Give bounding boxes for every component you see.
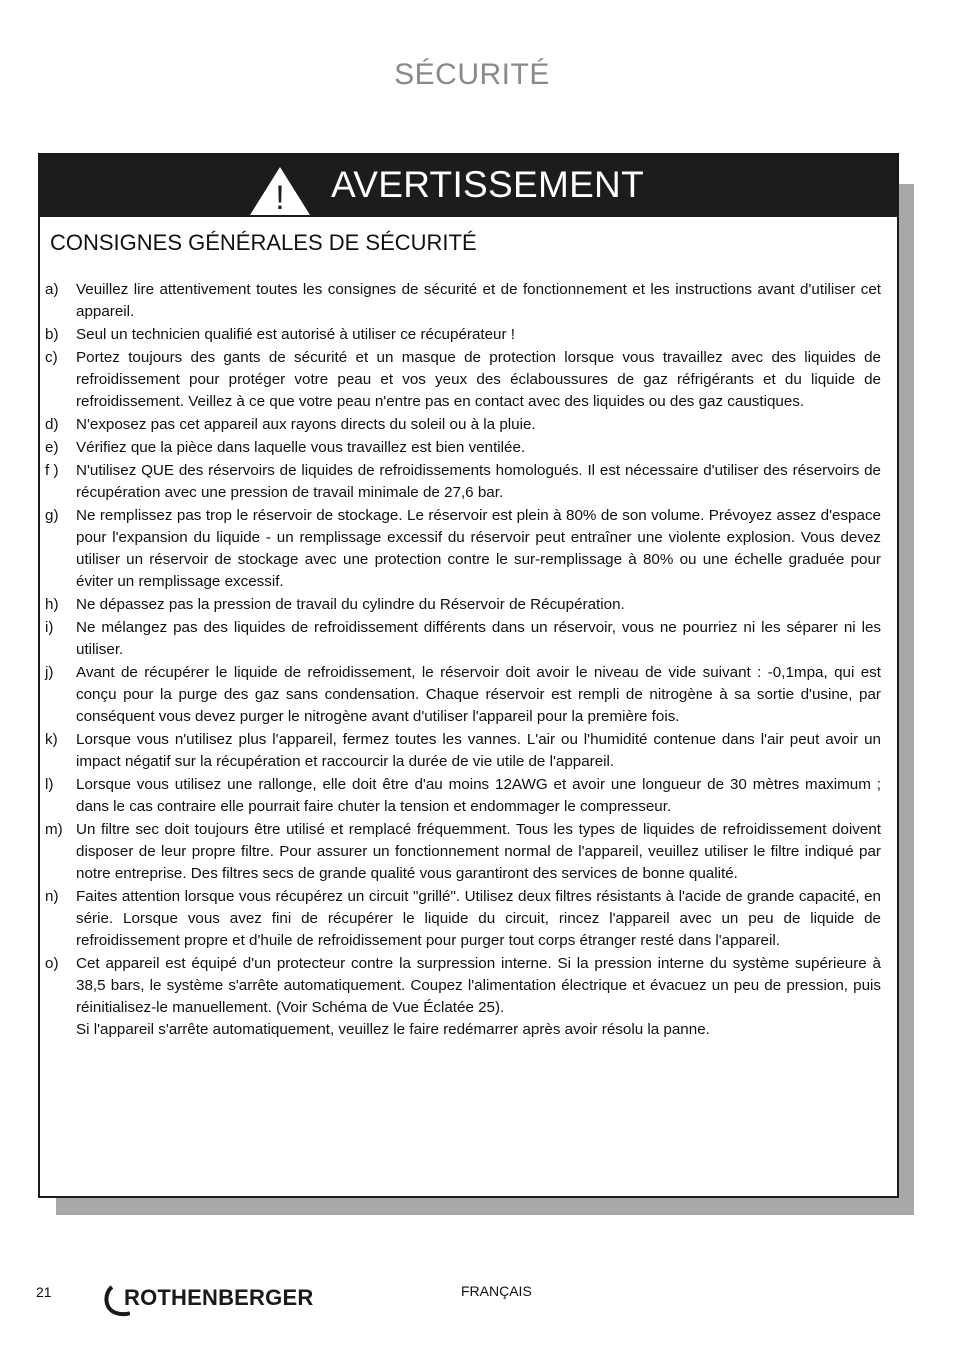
warning-exclamation-glyph: ! <box>275 179 285 216</box>
list-item <box>45 617 881 661</box>
list-item <box>45 886 881 952</box>
list-item <box>45 324 881 346</box>
list-item-label: h) <box>45 596 59 613</box>
list-item-label: b) <box>45 326 59 343</box>
list-item-text: Ne mélangez pas des liquides de refroidissement différents dans un réservoir, vous ne pourriez ni les séparer ni les utiliser. <box>76 619 881 658</box>
list-item-note: Si l'appareil s'arrête automatiquement, veuillez le faire redémarrer après avoir résolu la panne. <box>76 1021 710 1038</box>
brand-name: ROTHENBERGER <box>124 1285 314 1310</box>
warning-header <box>40 155 897 217</box>
list-item-label: n) <box>45 888 59 905</box>
list-item-label: c) <box>45 349 58 366</box>
list-item-label: j) <box>45 664 54 681</box>
list-item-label: o) <box>45 955 59 972</box>
list-item-text: N'utilisez QUE des réservoirs de liquides de refroidissements homologués. Il est nécessaire d'utiliser des réservoirs de récupération avec une pression de travail minimale de 27,6 bar. <box>76 462 881 501</box>
list-item-label: g) <box>45 507 59 524</box>
list-item-text: Lorsque vous n'utilisez plus l'appareil, fermez toutes les vannes. L'air ou l'humidité contenue dans l'air peut avoir un impact négatif sur la récupération et raccourcir la durée de vie utile de l'appareil. <box>76 731 881 770</box>
list-item-text: Ne dépassez pas la pression de travail du cylindre du Réservoir de Récupération. <box>76 596 625 613</box>
list-item-label: d) <box>45 416 59 433</box>
list-item-label: k) <box>45 731 58 748</box>
section-title: CONSIGNES GÉNÉRALES DE SÉCURITÉ <box>50 230 477 255</box>
page-title: SÉCURITÉ <box>394 58 550 91</box>
language-label: FRANÇAIS <box>461 1283 532 1299</box>
warning-title: AVERTISSEMENT <box>331 164 644 205</box>
list-item-label: e) <box>45 439 59 456</box>
list-item <box>45 414 881 436</box>
list-item-label: a) <box>45 281 59 298</box>
list-item-text: N'exposez pas cet appareil aux rayons directs du soleil ou à la pluie. <box>76 416 536 433</box>
list-item-text: Lorsque vous utilisez une rallonge, elle doit être d'au moins 12AWG et avoir une longueur de 30 mètres maximum ; dans le cas contraire elle pourrait faire chuter la tension et endommager le compresseur. <box>76 776 881 815</box>
list-item-text: Un filtre sec doit toujours être utilisé et remplacé fréquemment. Tous les types de liquides de refroidissement doivent disposer de leur propre filtre. Pour assurer un fonctionnement normal de l'appareil, veuillez utiliser le filtre indiqué par notre entreprise. Des filtres secs de grande qualité vous garantiront des services de bonne qualité. <box>76 821 881 882</box>
list-item <box>45 505 881 593</box>
list-item <box>45 729 881 773</box>
list-item-text: Avant de récupérer le liquide de refroidissement, le réservoir doit avoir le niveau de vide suivant : -0,1mpa, qui est conçu pour la purge des gaz sans condensation. Chaque réservoir est rempli de nitrogène à sa sortie d'usine, par conséquent vous devez purger le nitrogène avant d'utiliser l'appareil pour la première fois. <box>76 664 881 725</box>
list-item <box>45 953 881 1041</box>
safety-instructions-list <box>45 279 881 1042</box>
list-item-text: Cet appareil est équipé d'un protecteur contre la surpression interne. Si la pression interne du système supérieure à 38,5 bars, le système s'arrête automatiquement. Coupez l'alimentation électrique et évacuez un peu de pression, puis réinitialisez-le manuellement. (Voir Schéma de Vue Éclatée 25). <box>76 955 881 1016</box>
list-item <box>45 662 881 728</box>
list-item <box>45 347 881 413</box>
list-item-label: f ) <box>45 462 59 479</box>
list-item-label: i) <box>45 619 54 636</box>
list-item <box>45 819 881 885</box>
list-item-label: m) <box>45 821 63 838</box>
list-item <box>45 279 881 323</box>
list-item-text: Vérifiez que la pièce dans laquelle vous travaillez est bien ventilée. <box>76 439 526 456</box>
list-item-text: Portez toujours des gants de sécurité et un masque de protection lorsque vous travaillez avec des liquides de refroidissement pour protéger votre peau et vos yeux des éclaboussures de gaz réfrigérants et du liquide de refroidissement. Veillez à ce que votre peau n'entre pas en contact avec des liquides ou des gaz caustiques. <box>76 349 881 410</box>
list-item-text: Ne remplissez pas trop le réservoir de stockage. Le réservoir est plein à 80% de son volume. Prévoyez assez d'espace pour l'expansion du liquide - un remplissage excessif du réservoir peut entraîner une violente explosion. Vous devez utiliser un réservoir de stockage avec une protection contre le sur-remplissage à 80% ou une échelle graduée pour éviter un remplissage excessif. <box>76 507 881 590</box>
list-item <box>45 437 881 459</box>
list-item-label: l) <box>45 776 54 793</box>
list-item <box>45 774 881 818</box>
page-number: 21 <box>36 1284 52 1300</box>
warning-triangle-icon <box>249 166 311 216</box>
list-item-text: Seul un technicien qualifié est autorisé à utiliser ce récupérateur ! <box>76 326 515 343</box>
list-item <box>45 594 881 616</box>
brand-logo <box>102 1283 342 1317</box>
list-item <box>45 460 881 504</box>
list-item-text: Veuillez lire attentivement toutes les consignes de sécurité et de fonctionnement et les instructions avant d'utiliser cet appareil. <box>76 281 881 320</box>
list-item-text: Faites attention lorsque vous récupérez un circuit "grillé". Utilisez deux filtres résistants à l'acide de grande capacité, en série. Lorsque vous avez fini de récupérer le liquide du circuit, rincez l'appareil avec un peu de liquide de refroidissement propre et d'huile de refroidissement pour purger tout corps étranger resté dans l'appareil. <box>76 888 881 949</box>
warning-box <box>38 153 899 1198</box>
